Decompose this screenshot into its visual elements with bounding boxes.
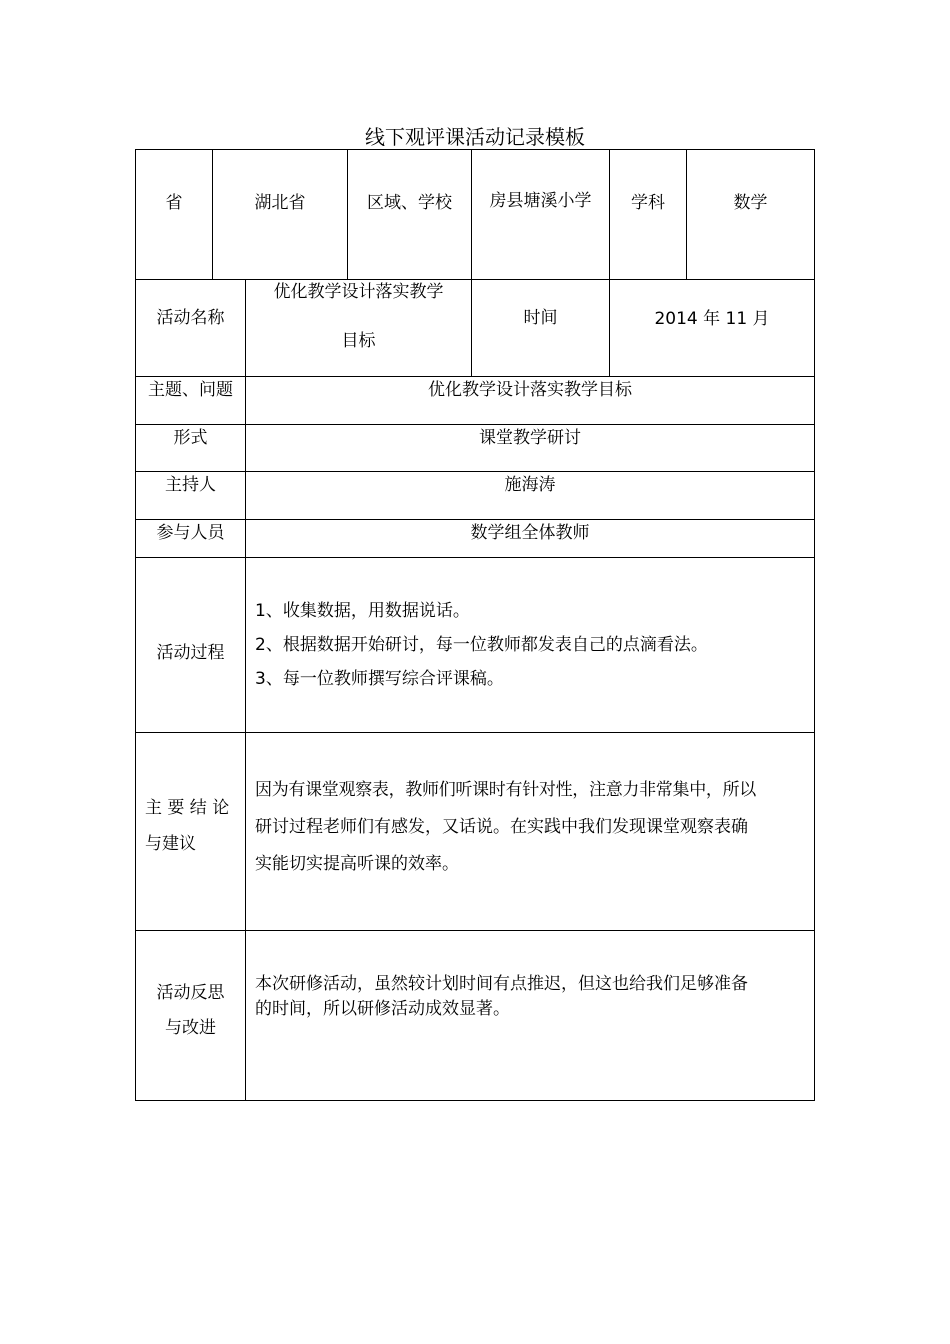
document-title: 线下观评课活动记录模板 <box>365 125 585 149</box>
reflection-text <box>255 972 810 1022</box>
conclusion-line: 因为有课堂观察表，教师们听课时有针对性，注意力非常集中，所以 <box>255 780 756 800</box>
activity-name-value-line1: 优化教学设计落实教学 <box>273 282 444 302</box>
topic-value: 优化教学设计落实教学目标 <box>428 380 632 400</box>
activity-name-value-line2: 目标 <box>341 331 376 351</box>
form-label: 形式 <box>173 428 208 448</box>
time-value: 2014 年 11 月 <box>654 309 770 329</box>
host-label: 主持人 <box>165 475 216 495</box>
region-label: 区域、学校 <box>367 193 452 213</box>
process-label: 活动过程 <box>156 643 225 663</box>
region-value: 房县塘溪小学 <box>489 191 592 211</box>
reflection-line: 的时间，所以研修活动成效显著。 <box>255 999 510 1019</box>
process-item: 1、收集数据，用数据说话。 <box>255 601 470 621</box>
province-label: 省 <box>165 193 183 213</box>
time-label: 时间 <box>523 308 558 328</box>
reflection-label-line2: 与改进 <box>165 1018 216 1038</box>
conclusion-label-line2: 与建议 <box>145 834 196 854</box>
conclusion-line: 实能切实提高听课的效率。 <box>255 854 459 874</box>
reflection-label-line1: 活动反思 <box>156 983 225 1003</box>
process-item: 2、根据数据开始研讨，每一位教师都发表自己的点滴看法。 <box>255 635 708 655</box>
reflection-line: 本次研修活动，虽然较计划时间有点推迟，但这也给我们足够准备 <box>255 974 748 994</box>
subject-value: 数学 <box>733 193 768 213</box>
conclusion-line: 研讨过程老师们有感发，又话说。在实践中我们发现课堂观察表确 <box>255 817 748 837</box>
province-value: 湖北省 <box>254 193 306 213</box>
form-value: 课堂教学研讨 <box>479 428 581 448</box>
conclusion-label-line1: 主 要 结 论 <box>145 798 230 818</box>
subject-label: 学科 <box>631 193 665 213</box>
activity-name-label: 活动名称 <box>156 308 225 328</box>
participants-label: 参与人员 <box>156 523 225 543</box>
process-item: 3、每一位教师撰写综合评课稿。 <box>255 669 504 689</box>
process-list <box>255 594 810 696</box>
host-value: 施海涛 <box>504 475 556 495</box>
topic-label: 主题、问题 <box>148 380 233 400</box>
participants-value: 数学组全体教师 <box>470 523 590 543</box>
conclusion-text <box>255 772 810 883</box>
